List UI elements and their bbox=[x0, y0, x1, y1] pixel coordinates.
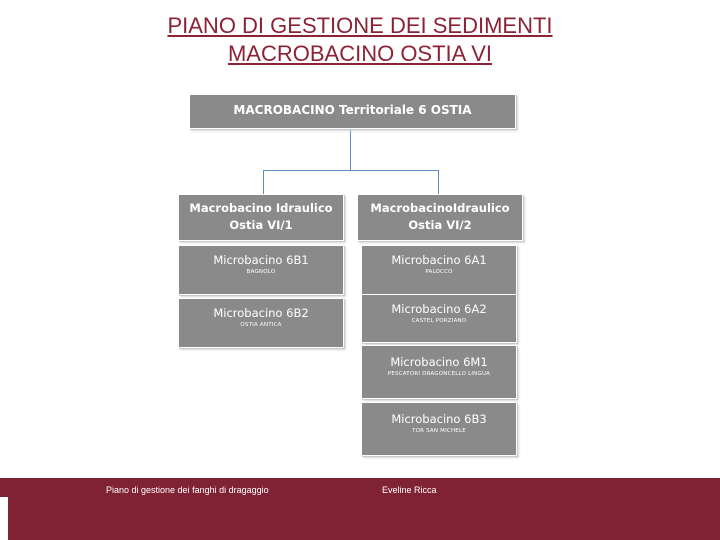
branch-right-line-1: MacrobacinoIdraulico bbox=[370, 201, 510, 215]
micro-node-name: Microbacino 6M1 bbox=[390, 355, 488, 369]
micro-node-name: Microbacino 6B3 bbox=[391, 412, 487, 426]
title-line-1: PIANO DI GESTIONE DEI SEDIMENTI bbox=[167, 13, 553, 38]
title-line-2: MACROBACINO OSTIA VI bbox=[227, 41, 493, 66]
footer-right-text: Eveline Ricca bbox=[382, 485, 437, 495]
micro-node-6b1 bbox=[178, 245, 344, 295]
branch-node-right bbox=[357, 194, 523, 241]
branch-left-line-1: Macrobacino Idraulico bbox=[189, 201, 333, 215]
branch-node-left bbox=[178, 194, 344, 241]
micro-node-sub: OSTIA ANTICA bbox=[240, 322, 282, 328]
connector-root-down bbox=[350, 129, 351, 170]
branch-left-line-2: Ostia VI/1 bbox=[229, 218, 293, 232]
footer-notch bbox=[0, 497, 8, 540]
micro-node-6m1 bbox=[361, 345, 517, 399]
branch-right-line-2: Ostia VI/2 bbox=[408, 218, 472, 232]
micro-node-name: Microbacino 6A1 bbox=[391, 253, 487, 267]
connector-left-down bbox=[263, 170, 264, 194]
micro-node-6a1 bbox=[361, 245, 517, 295]
micro-node-name: Microbacino 6A2 bbox=[391, 302, 487, 316]
micro-node-6b2 bbox=[178, 298, 344, 348]
micro-node-name: Microbacino 6B2 bbox=[213, 306, 309, 320]
micro-node-6a2 bbox=[361, 294, 517, 343]
root-node bbox=[189, 94, 516, 129]
micro-node-sub: PALOCCO bbox=[425, 269, 453, 275]
page-title bbox=[0, 12, 720, 68]
footer-left-text: Piano di gestione dei fanghi di dragaggio bbox=[106, 485, 269, 495]
micro-node-sub: CASTEL PORZIANO bbox=[411, 318, 467, 324]
micro-node-6b3 bbox=[361, 402, 517, 456]
micro-node-sub: TOR SAN MICHELE bbox=[412, 428, 466, 434]
connector-horizontal bbox=[263, 170, 439, 171]
root-node-label: MACROBACINO Territoriale 6 OSTIA bbox=[233, 103, 472, 117]
micro-node-name: Microbacino 6B1 bbox=[213, 253, 309, 267]
connector-right-down bbox=[438, 170, 439, 194]
micro-node-sub: BAGNOLO bbox=[246, 269, 276, 275]
footer-bar bbox=[0, 478, 720, 540]
micro-node-sub: PESCATORI DRAGONCELLO LINGUA bbox=[387, 371, 491, 377]
